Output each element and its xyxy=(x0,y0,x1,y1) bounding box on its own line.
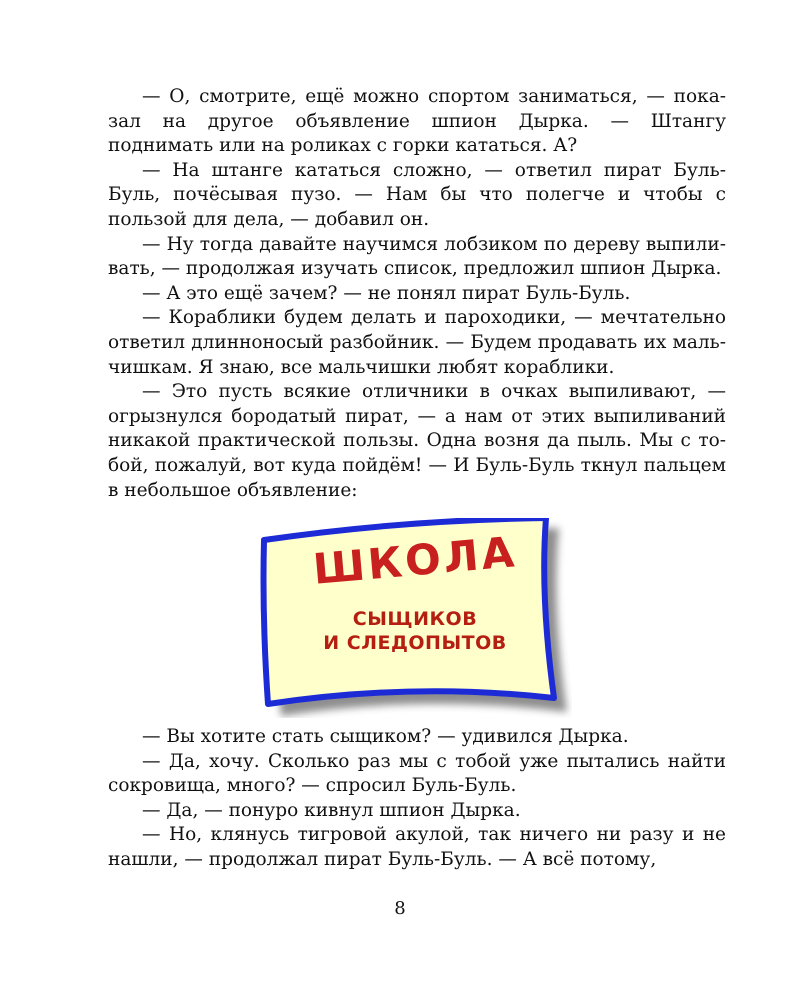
sign-subtitle-line1: СЫЩИКОВ xyxy=(352,608,478,630)
sign-title: ШКОЛА xyxy=(311,527,519,594)
main-text-top xyxy=(108,85,726,503)
paragraph: — Это пусть всякие отличники в очках выпиливают, — огрызнулся бородатый пират, — а нам от этих выпиливаний никакой практической пользы. Одна возня да пыль. Мы с тобой, пожалуй, вот куда пойдём! — И Буль-Буль ткнул пальцем в небольшое объявление: xyxy=(108,381,726,501)
page-number: 8 xyxy=(394,898,406,919)
school-sign xyxy=(258,518,572,718)
paragraph: — Да, — понуро кивнул шпион Дырка. xyxy=(142,799,521,821)
paragraph: — О, смотрите, ещё можно спортом заниматься, — показал на другое объявление шпион Дырка. — Штангу поднимать или на роликах с горки кататься. А? xyxy=(108,86,726,157)
main-text-bottom xyxy=(108,725,726,873)
paragraph: — Но, клянусь тигровой акулой, так ничего ни разу и не нашли, — продолжал пират Буль-Буль. — А всё потому, xyxy=(108,824,726,870)
paragraph: — Ну тогда давайте научимся лобзиком по дереву выпиливать, — продолжая изучать список, предложил шпион Дырка. xyxy=(108,233,726,280)
paragraph: — Вы хотите стать сыщиком? — удивился Дырка. xyxy=(142,726,629,747)
paragraph: — Да, хочу. Сколько раз мы с тобой уже пытались найти сокровища, много? — спросил Буль-Буль. xyxy=(108,750,726,797)
paragraph: — А это ещё зачем? — не понял пират Буль-Буль. xyxy=(142,282,631,304)
paragraph: — На штанге кататься сложно, — ответил пират Буль-Буль, почёсывая пузо. — Нам бы что полегче и чтобы с пользой для дела, — добавил он. xyxy=(108,159,726,230)
sign-subtitle-line2: И СЛЕДОПЫТОВ xyxy=(323,632,507,654)
paragraph: — Кораблики будем делать и пароходики, — мечтательно ответил длинноносый разбойник. — Будем продавать их мальчишкам. Я знаю, все мальчишки любят кораблики. xyxy=(108,307,726,378)
